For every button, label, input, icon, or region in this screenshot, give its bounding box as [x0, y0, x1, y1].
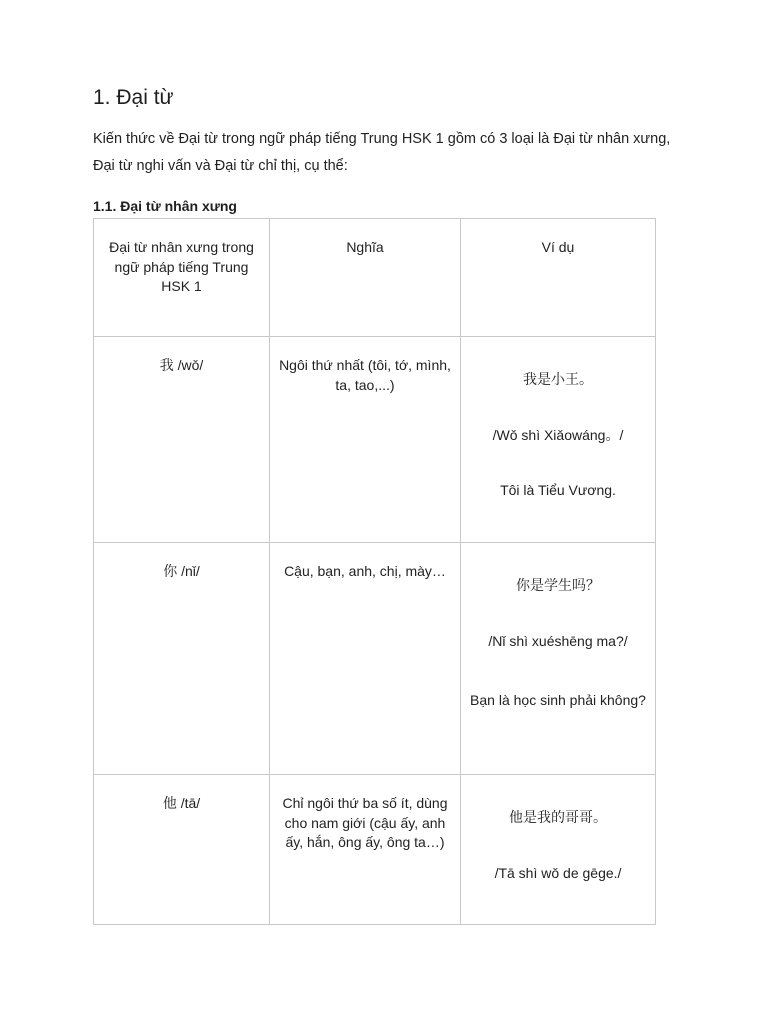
table-header-row	[94, 219, 656, 337]
example-translation: Bạn là học sinh phải không?	[470, 692, 646, 708]
header-meaning	[270, 219, 461, 337]
header-pronoun-text: Đại từ nhân xưng trong ngữ pháp tiếng Trung HSK 1	[109, 239, 254, 294]
example-pinyin: /Tā shì wǒ de gēge./	[494, 864, 622, 881]
meaning-cell	[270, 775, 461, 925]
section-heading: 1. Đại từ	[93, 86, 174, 109]
pronoun-text: 我 /wǒ/	[159, 357, 204, 373]
header-meaning-text: Nghĩa	[346, 239, 384, 255]
example-hanzi: 我是小王。	[523, 371, 593, 387]
meaning-text: Ngôi thứ nhất (tôi, tớ, mình, ta, tao,...)	[279, 357, 451, 393]
header-example-text: Ví dụ	[541, 239, 575, 255]
pronoun-cell	[94, 775, 270, 925]
header-pronoun	[94, 219, 270, 337]
header-example	[461, 219, 656, 337]
meaning-cell	[270, 543, 461, 775]
pronoun-text: 你 /nǐ/	[163, 563, 200, 579]
example-hanzi: 他是我的哥哥。	[509, 809, 607, 825]
example-hanzi: 你是学生吗？	[516, 577, 600, 593]
meaning-text: Chỉ ngôi thứ ba số ít, dùng cho nam giới (cậu ấy, anh ấy, hắn, ông ấy, ông ta…)	[282, 795, 448, 850]
example-pinyin: /Wǒ shì Xiǎowáng。/	[492, 426, 624, 443]
example-cell	[461, 337, 656, 543]
pronoun-text: 他 /tā/	[162, 795, 201, 811]
pronoun-cell	[94, 543, 270, 775]
subsection-heading: 1.1. Đại từ nhân xưng	[93, 198, 237, 214]
example-translation: Tôi là Tiểu Vương.	[500, 482, 616, 498]
meaning-cell	[270, 337, 461, 543]
pronoun-cell	[94, 337, 270, 543]
meaning-text: Cậu, bạn, anh, chị, mày…	[284, 563, 446, 579]
pronoun-table	[93, 218, 656, 925]
table-row	[94, 337, 656, 543]
example-cell	[461, 543, 656, 775]
example-cell	[461, 775, 656, 925]
table-row	[94, 775, 656, 925]
example-pinyin: /Nǐ shì xuéshēng ma?/	[488, 632, 628, 649]
table-row	[94, 543, 656, 775]
intro-paragraph: Kiến thức về Đại từ trong ngữ pháp tiếng Trung HSK 1 gồm có 3 loại là Đại từ nhân xưng, Đại từ nghi vấn và Đại từ chỉ thị, cụ thể:	[93, 131, 671, 174]
